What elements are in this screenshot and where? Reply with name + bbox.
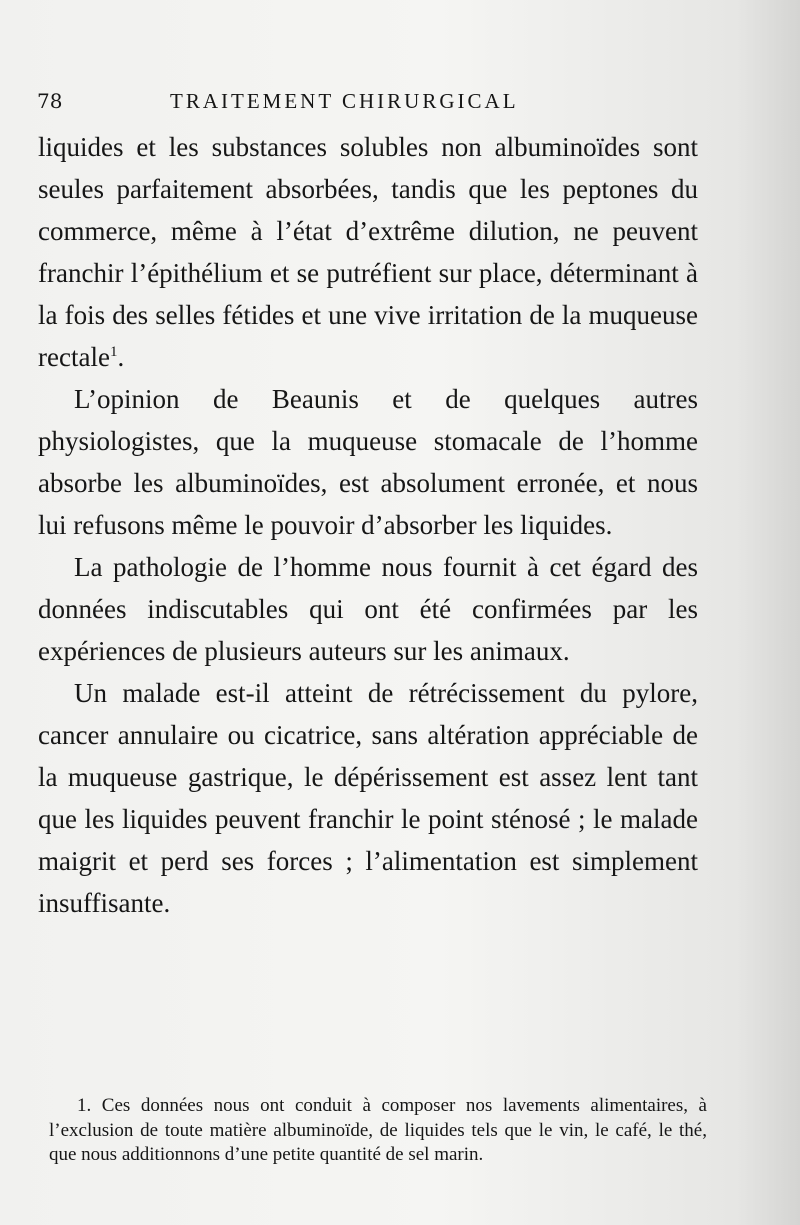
body-text: [38, 126, 698, 924]
paragraph-1-text: liquides et les substances solubles non albuminoïdes sont seules parfaitement absorbées, tandis que les peptones du commerce, même à l’état d’extrême dilution, ne peuvent franchir l’épithélium et se putréfient sur place, déterminant à la fois des selles fétides et une vive irritation de la muqueuse rectale: [38, 132, 698, 372]
page-header: [37, 84, 637, 116]
paragraph-4: Un malade est-il atteint de rétrécissement du pylore, cancer annulaire ou cicatrice, sans altération appréciable de la muqueuse gastrique, le dépérissement est assez lent tant que les liquides peuvent franchir le point sténosé ; le malade maigrit et perd ses forces ; l’alimentation est simplement insuffisante.: [38, 678, 698, 918]
paragraph-1-end: .: [117, 342, 125, 372]
running-title: TRAITEMENT CHIRURGICAL: [170, 89, 519, 113]
paragraph-2: L’opinion de Beaunis et de quelques autres physiologistes, que la muqueuse stomacale de l’homme absorbe les albuminoïdes, est absolument erronée, et nous lui refusons même le pouvoir d’absorber les liquides.: [38, 384, 698, 540]
paragraph-3: La pathologie de l’homme nous fournit à cet égard des données indiscutables qui ont été confirmées par les expériences de plusieurs auteurs sur les animaux.: [38, 552, 698, 666]
paragraph-1: [38, 126, 698, 378]
page-number: 78: [37, 89, 63, 113]
footnote-reference: 1: [109, 344, 118, 360]
footnote: 1. Ces données nous ont conduit à composer nos lavements alimentaires, à l’exclusion de toute matière albuminoïde, de liquides tels que le vin, le café, le thé, que nous additionnons d’une petite quantité de sel marin.: [49, 1095, 707, 1165]
